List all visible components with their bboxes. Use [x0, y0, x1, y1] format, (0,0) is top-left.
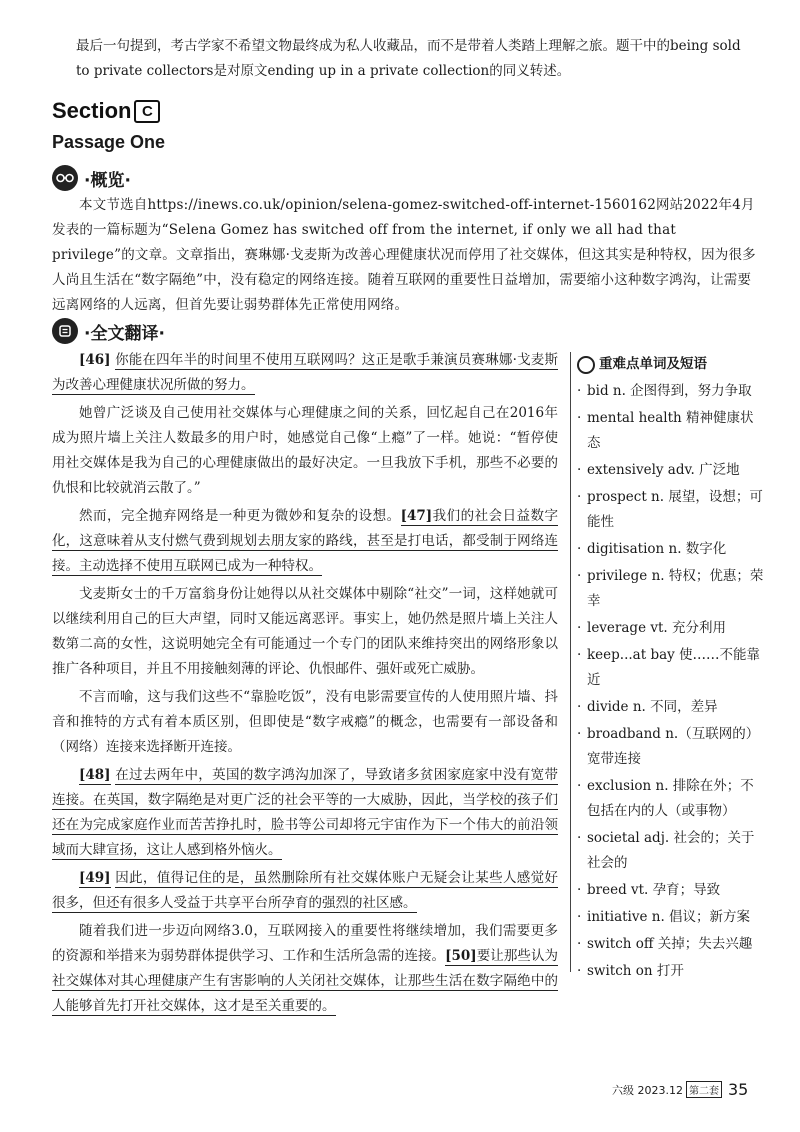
glasses-icon [52, 165, 78, 191]
document-icon [52, 318, 78, 344]
translation-paragraph-8 [52, 919, 558, 1019]
vocabulary-sidebar [570, 352, 767, 979]
footer-issue: 六级 2023.12 [612, 1083, 683, 1097]
vocab-item: · switch off 关掉；失去兴趣 [577, 932, 767, 957]
vocab-item: · digitisation n. 数字化 [577, 537, 767, 562]
page-footer [612, 1080, 748, 1099]
vocab-item: · exclusion n. 排除在外；不包括在内的人（或事物） [577, 774, 767, 824]
translation-paragraph-1 [52, 348, 558, 398]
highlighted-sentence-46: 你能在四年半的时间里不使用互联网吗？这正是歌手兼演员赛琳娜·戈麦斯为改善心理健康状况所做的努力。 [52, 352, 558, 393]
page-number: 35 [727, 1080, 749, 1099]
vocabulary-title [577, 352, 767, 377]
translation-paragraph-3 [52, 504, 558, 579]
highlighted-sentence-48a: 在过去两年中，英国的数字鸿沟加深了，导致诸多贫困家庭家中没有宽带连接。 [52, 767, 558, 808]
vocab-item: · keep...at bay 使……不能靠近 [577, 643, 767, 693]
vocabulary-title-text: 重难点单词及短语 [599, 356, 707, 372]
vocab-item: · prospect n. 展望，设想；可能性 [577, 485, 767, 535]
translation-paragraph-5: 不言而喻，这与我们这些不“靠脸吃饭”，没有电影需要宣传的人使用照片墙、抖音和推特的方式有着本质区别，但即使是“数字戒瘾”的概念，也需要有一部设备和（网络）连接来选择断开连接。 [52, 689, 558, 755]
vocab-item: · societal adj. 社会的；关于社会的 [577, 826, 767, 876]
vocab-item: · divide n. 不同，差异 [577, 695, 767, 720]
target-icon [577, 356, 595, 374]
highlighted-sentence-49: 因此，值得记住的是，虽然删除所有社交媒体账户无疑会让某些人感觉好很多，但还有很多人受益于共享平台所孕育的强烈的社区感。 [52, 870, 558, 911]
section-letter-box: C [134, 100, 160, 123]
question-number-47: [47] [400, 508, 433, 524]
vocabulary-list [577, 379, 767, 984]
passage-title: Passage One [52, 132, 166, 152]
question-number-46: [46] [79, 352, 111, 368]
translation-paragraph-7 [52, 866, 558, 916]
paragraph-3-lead: 然而，完全抛弃网络是一种更为微妙和复杂的设想。 [79, 508, 401, 524]
vocab-item: · mental health 精神健康状态 [577, 406, 767, 456]
translation-paragraph-4: 戈麦斯女士的千万富翁身份让她得以从社交媒体中剔除“社交”一词，这样她就可以继续利用自己的巨大声望，同时又能远离恶评。事实上，她仍然是照片墙上关注人数第二高的女性，这说明她完全有可能通过一个专门的团队来维持突出的网络形象以推广各种项目，并且不用接触刻薄的评论、仇恨邮件、强奸或死亡威胁。 [52, 586, 558, 677]
highlighted-sentence-47: 我们的社会日益数字化，这意味着从支付燃气费到规划去朋友家的路线，甚至是打电话，都受制于网络连接。主动选择不使用互联网已成为一种特权。 [52, 508, 559, 574]
section-heading [52, 98, 160, 124]
translation-body [52, 348, 558, 1022]
translation-paragraph-2: 她曾广泛谈及自己使用社交媒体与心理健康之间的关系，回忆起自己在2016年成为照片墙上关注人数最多的用户时，她感觉自己像“上瘾”了一样。她说：“暂停使用社交媒体是我为自己的心理健康做出的最好决定。一旦我放下手机，那些不必要的仇恨和比较就消云散了。” [52, 405, 558, 496]
vocab-item: · leverage vt. 充分利用 [577, 616, 767, 641]
vocab-item: · privilege n. 特权；优惠；荣幸 [577, 564, 767, 614]
vocab-item: · breed vt. 孕育；导致 [577, 878, 767, 903]
translation-paragraph-6 [52, 763, 558, 863]
highlighted-sentence-48b: 在英国，数字隔绝是对更广泛的社会平等的一大威胁，因此，当学校的孩子们还在为完成家庭作业而苦苦挣扎时，脸书等公司却将元宇宙作为下一个伟大的前沿领域而大肆宣扬，这让人感到格外恼火。 [52, 792, 559, 858]
question-number-49: [49] [79, 870, 111, 886]
vocab-item: · broadband n.（互联网的）宽带连接 [577, 722, 767, 772]
vocab-item: · initiative n. 倡议；新方案 [577, 905, 767, 930]
intro-paragraph: 最后一句提到，考古学家不希望文物最终成为私人收藏品，而不是带着人类踏上理解之旅。题干中的being sold to private collectors是对原文ending up in a private collection的同义转述。 [76, 38, 741, 79]
translation-label: ·全文翻译· [84, 323, 165, 344]
vocab-item: · bid n. 企图得到，努力争取 [577, 379, 767, 404]
translation-heading [52, 318, 165, 344]
highlighted-sentence-50: 要让那些认为社交媒体对其心理健康产生有害影响的人关闭社交媒体，让那些生活在数字隔绝中的人能够首先打开社交媒体，这才是至关重要的。 [52, 948, 559, 1014]
vocab-item: · extensively adv. 广泛地 [577, 458, 767, 483]
overview-heading [52, 165, 131, 191]
overview-label: ·概览· [84, 170, 131, 191]
vocab-item: · switch on 打开 [577, 959, 767, 984]
overview-paragraph: 本文节选自https://inews.co.uk/opinion/selena-gomez-switched-off-internet-1560162网站2022年4月发表的一篇标题为“Selena Gomez has switched off from the internet, if only we all had that privilege”的文章。文章指出，赛琳娜·戈麦斯为改善心理健康状况而停用了社交媒体，但这其实是种特权，因为很多人尚且生活在“数字隔绝”中，没有稳定的网络连接。随着互联网的重要性日益增加，需要缩小这种数字鸿沟，让需要远离网络的人远离，但首先要让弱势群体先正常使用网络。 [52, 197, 756, 313]
section-word: Section [52, 98, 132, 123]
footer-edition: 第二套 [686, 1081, 722, 1098]
question-number-50: [50] [445, 948, 477, 964]
paragraph-8-lead: 随着我们进一步迈向网络3.0，互联网接入的重要性将继续增加，我们需要更多的资源和举措来为弱势群体提供学习、工作和生活所急需的连接。 [52, 923, 558, 964]
question-number-48: [48] [79, 767, 111, 783]
